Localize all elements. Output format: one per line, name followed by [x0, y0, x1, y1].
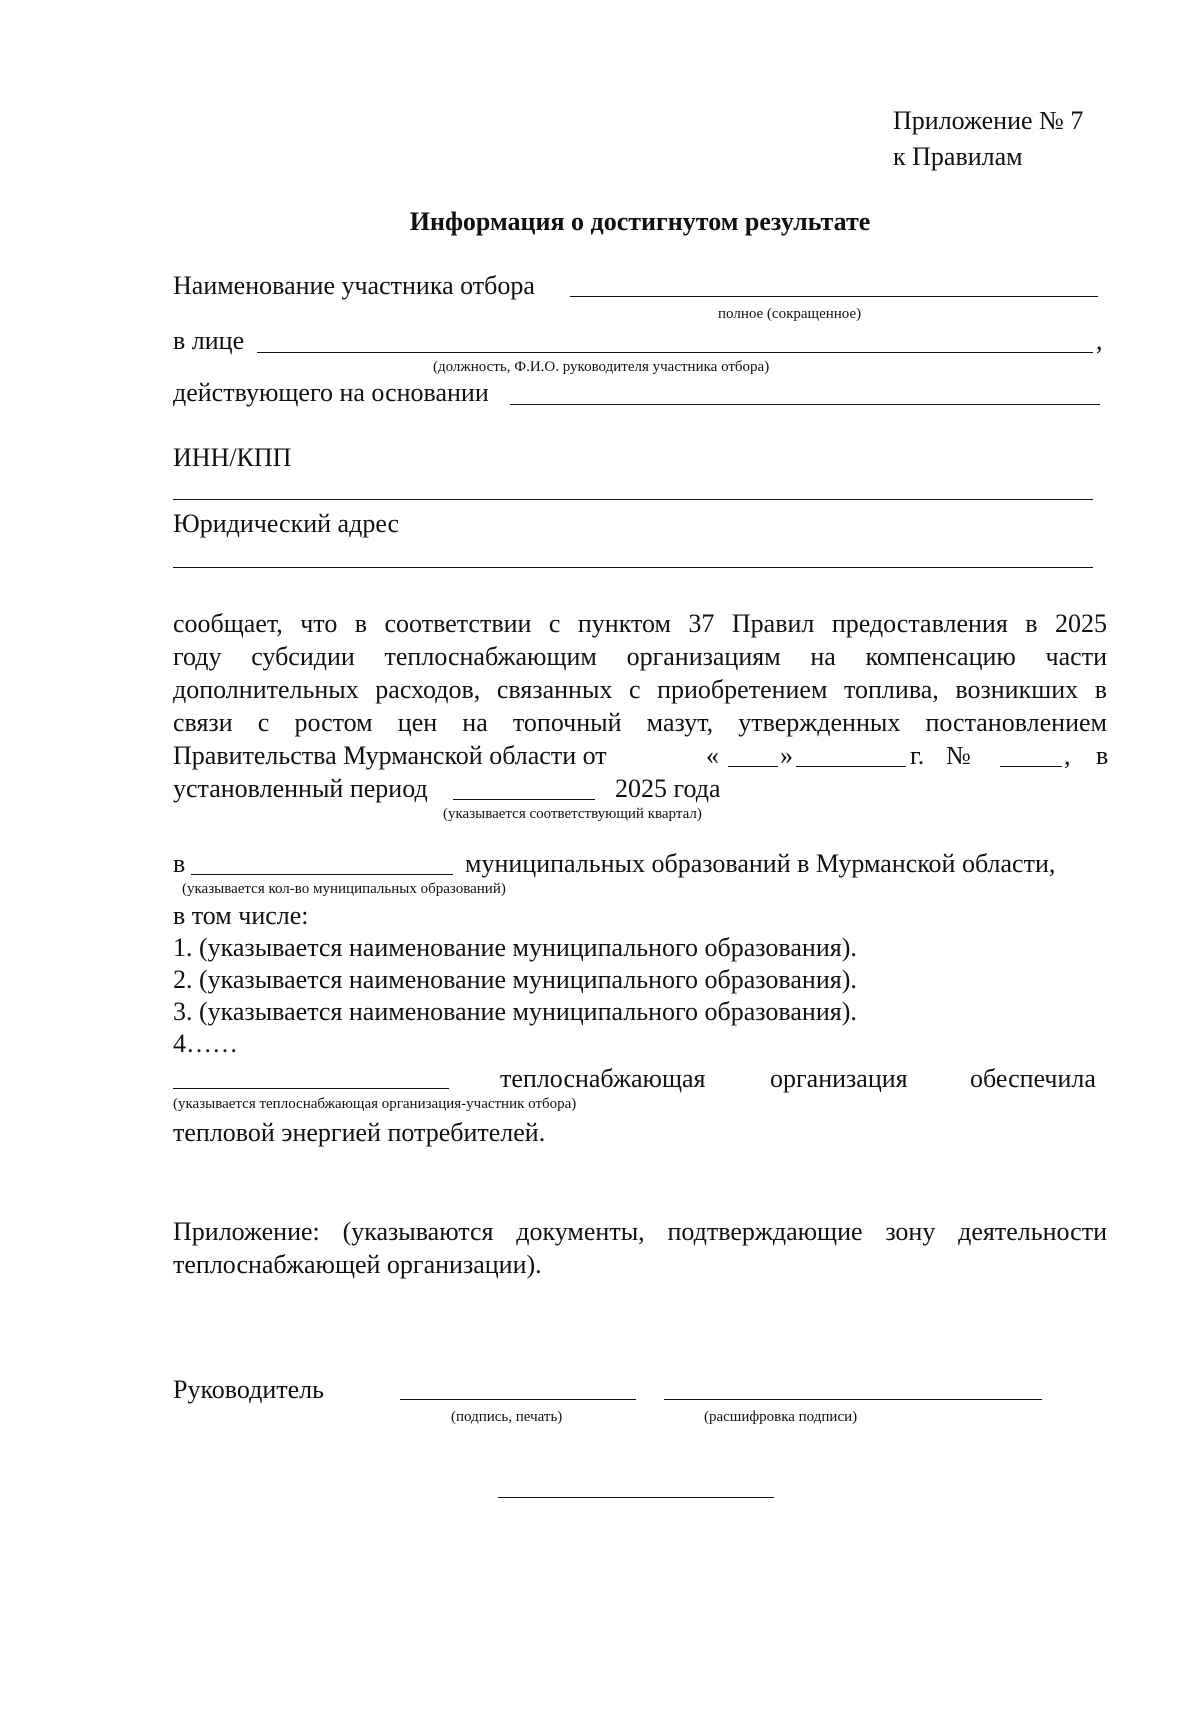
municipal-suffix: муниципальных образований в Мурманской области, [465, 849, 1056, 878]
municipality-item: 3. (указывается наименование муниципального образования). [173, 997, 857, 1026]
signature-decode-hint: (расшифровка подписи) [704, 1409, 858, 1425]
participant-name-field[interactable] [570, 296, 1098, 297]
legal-address-field[interactable] [173, 567, 1093, 568]
heat-org-hint: (указывается теплоснабжающая организация-участник отбора) [173, 1096, 577, 1112]
document-title: Информация о достигнутом результате [409, 207, 871, 236]
representative-comma: , [1096, 326, 1103, 355]
signature-field[interactable] [400, 1399, 636, 1400]
body-line-4: связи с ростом цен на топочный мазут, утвержденных постановлением [173, 708, 1107, 737]
basis-label: действующего на основании [173, 378, 489, 407]
body-line-1: сообщает, что в соответствии с пунктом 37 Правил предоставления в 2025 [173, 609, 1107, 638]
decree-comma: , [1064, 741, 1071, 770]
legal-address-label: Юридический адрес [173, 509, 400, 538]
date-field[interactable] [498, 1497, 774, 1498]
attachment-line-2: теплоснабжающей организации). [173, 1250, 542, 1279]
inn-kpp-label: ИНН/КПП [173, 443, 292, 472]
period-year: 2025 года [615, 774, 721, 803]
municipality-item: 4…… [173, 1029, 238, 1058]
representative-label: в лице [173, 326, 245, 355]
org-line-2: тепловой энергией потребителей. [173, 1118, 546, 1147]
period-label: установленный период [173, 774, 428, 803]
attachment-line-1: Приложение: (указываются документы, подтверждающие зону деятельности [173, 1217, 1107, 1246]
participant-name-label: Наименование участника отбора [173, 271, 535, 300]
decree-day-field[interactable] [728, 744, 778, 767]
open-quote: « [706, 741, 719, 770]
close-quote: » [780, 741, 793, 770]
signature-decode-field[interactable] [664, 1399, 1042, 1400]
heat-org-field[interactable] [173, 1088, 449, 1089]
representative-hint: (должность, Ф.И.О. руководителя участника отбора) [433, 359, 770, 375]
year-abbrev: г. [910, 741, 925, 770]
org-word-2: организация [770, 1064, 908, 1093]
representative-field[interactable] [257, 352, 1093, 353]
period-field[interactable] [453, 777, 595, 800]
including-label: в том числе: [173, 901, 309, 930]
body-line-3: дополнительных расходов, связанных с приобретением топлива, возникших в [173, 675, 1107, 704]
municipality-item: 1. (указывается наименование муниципального образования). [173, 933, 857, 962]
signature-label: Руководитель [173, 1375, 324, 1404]
decree-month-year-field[interactable] [796, 744, 906, 767]
municipality-item: 2. (указывается наименование муниципального образования). [173, 965, 857, 994]
municipal-count-hint: (указывается кол-во муниципальных образований) [182, 881, 506, 897]
org-word-1: теплоснабжающая [500, 1064, 706, 1093]
appendix-reference: к Правилам [893, 142, 1023, 171]
org-word-3: обеспечила [970, 1064, 1096, 1093]
signature-hint: (подпись, печать) [451, 1409, 563, 1425]
body-line-5-end: в [1096, 741, 1109, 770]
participant-name-hint: полное (сокращенное) [718, 306, 862, 322]
period-hint: (указывается соответствующий квартал) [443, 806, 702, 822]
body-line-2: году субсидии теплоснабжающим организациям на компенсацию части [173, 642, 1107, 671]
appendix-number: Приложение № 7 [893, 106, 1084, 135]
decree-number-field[interactable] [1000, 744, 1062, 767]
number-sign: № [946, 741, 971, 770]
body-line-5-text: Правительства Мурманской области от [173, 741, 607, 770]
basis-field[interactable] [510, 404, 1100, 405]
municipal-prefix: в [173, 849, 186, 878]
municipal-count-field[interactable] [191, 874, 453, 875]
inn-kpp-field[interactable] [173, 499, 1093, 500]
